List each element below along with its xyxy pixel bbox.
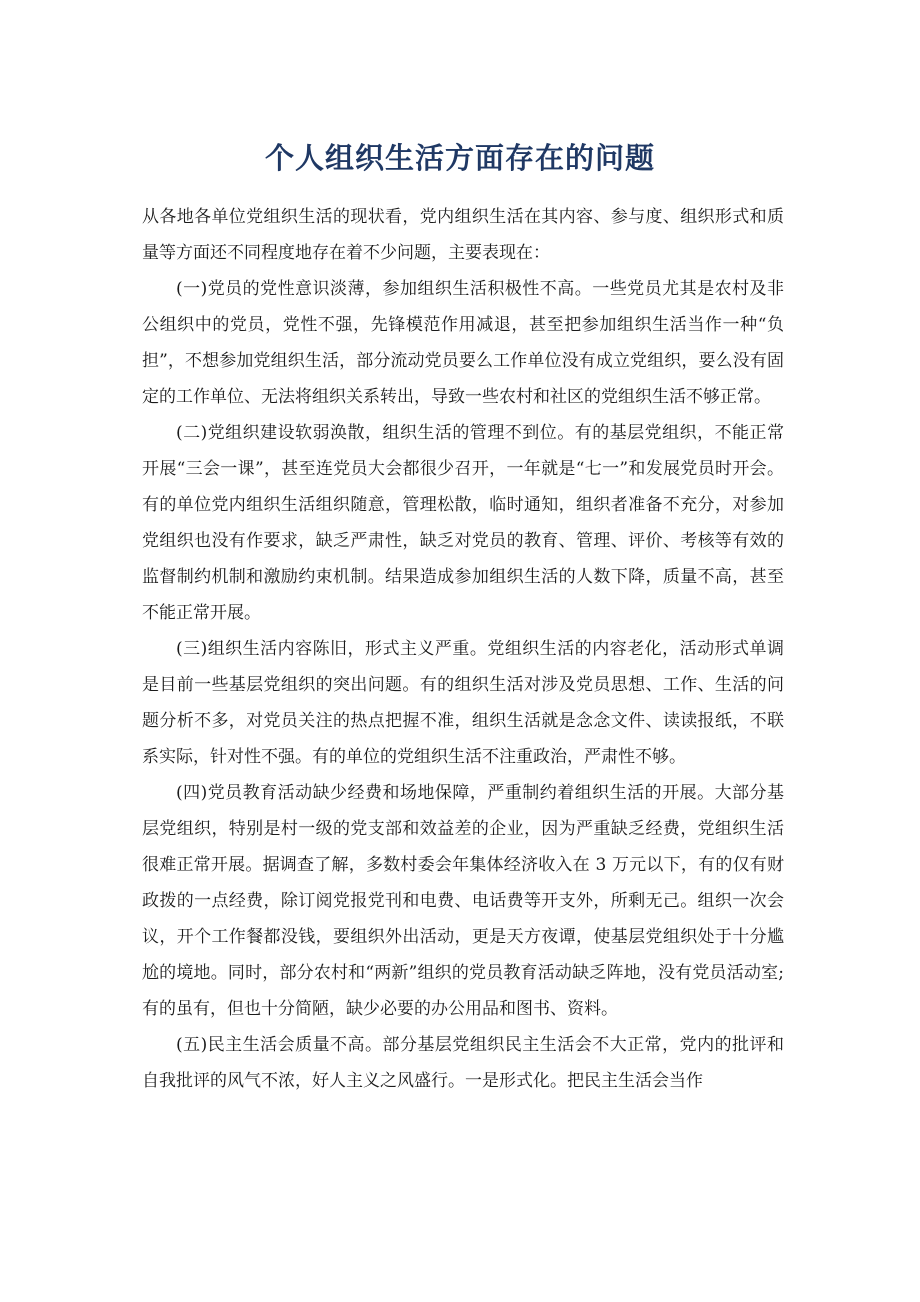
paragraph-4: (四)党员教育活动缺少经费和场地保障，严重制约着组织生活的开展。大部分基层党组织，特别是村一级的党支部和效益差的企业，因为严重缺乏经费，党组织生活很难正常开展。据调查了解，多数村委会年集体经济收入在 3 万元以下，有的仅有财政拨的一点经费，除订阅党报党刊和电费、电话费等开支外，所剩无己。组织一次会议，开个工作餐都没钱，要组织外出活动，更是天方夜谭，使基层党组织处于十分尴尬的境地。同时，部分农村和“两新”组织的党员教育活动缺乏阵地，没有党员活动室;有的虽有，但也十分简陋，缺少必要的办公用品和图书、资料。	[142, 783, 784, 1019]
paragraph-3: (三)组织生活内容陈旧，形式主义严重。党组织生活的内容老化，活动形式单调是目前一些基层党组织的突出问题。有的组织生活对涉及党员思想、工作、生活的问题分析不多，对党员关注的热点把握不准，组织生活就是念念文件、读读报纸，不联系实际，针对性不强。有的单位的党组织生活不注重政治，严肃性不够。	[142, 639, 784, 767]
document-body	[142, 199, 784, 1099]
paragraph-2: (二)党组织建设软弱涣散，组织生活的管理不到位。有的基层党组织，不能正常开展“三会一课”，甚至连党员大会都很少召开，一年就是“七一”和发展党员时开会。有的单位党内组织生活组织随意，管理松散，临时通知，组织者准备不充分，对参加党组织也没有作要求，缺乏严肃性，缺乏对党员的教育、管理、评价、考核等有效的监督制约机制和激励约束机制。结果造成参加组织生活的人数下降，质量不高，甚至不能正常开展。	[142, 423, 784, 623]
document-title: 个人组织生活方面存在的问题	[264, 141, 655, 175]
paragraph-5: (五)民主生活会质量不高。部分基层党组织民主生活会不大正常，党内的批评和自我批评的风气不浓，好人主义之风盛行。一是形式化。把民主生活会当作	[142, 1035, 784, 1091]
intro-paragraph: 从各地各单位党组织生活的现状看，党内组织生活在其内容、参与度、组织形式和质量等方面还不同程度地存在着不少问题，主要表现在：	[142, 207, 784, 263]
paragraph-1: (一)党员的党性意识淡薄，参加组织生活积极性不高。一些党员尤其是农村及非公组织中的党员，党性不强，先锋模范作用减退，甚至把参加组织生活当作一种“负担”，不想参加党组织生活，部分流动党员要么工作单位没有成立党组织，要么没有固定的工作单位、无法将组织关系转出，导致一些农村和社区的党组织生活不够正常。	[142, 279, 784, 407]
